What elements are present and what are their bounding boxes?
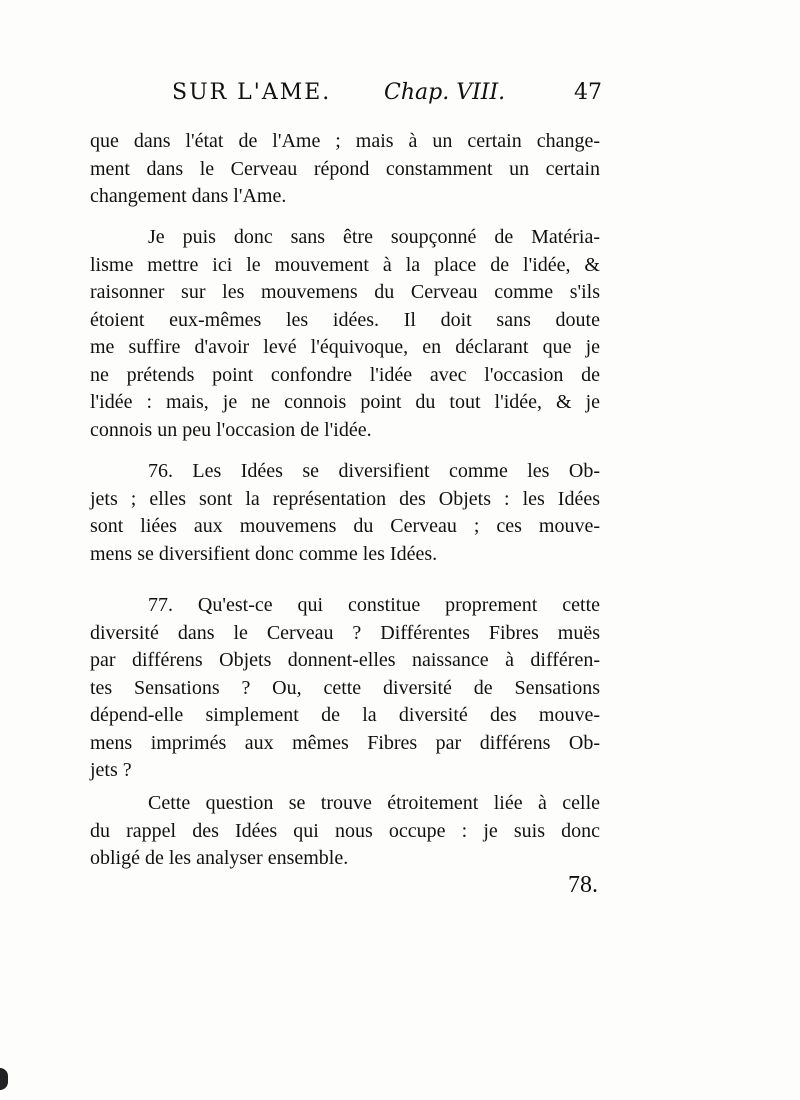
text-line: dépend-elle simplement de la diversité des mouve- [90,704,600,726]
text-line: lisme mettre ici le mouvement à la place de l'idée, & [90,253,600,276]
text-line: mens se diversifient donc comme les Idées. [90,542,438,565]
text-line: que dans l'état de l'Ame ; mais à un certain change- [90,130,600,152]
text-line: jets ? [90,759,132,781]
paragraph-materialisme [90,224,600,444]
text-line: 77. Qu'est-ce qui constitue proprement cette [148,594,600,616]
text-line: du rappel des Idées qui nous occupe : je suis donc [90,819,600,842]
text-line: étoient eux-mêmes les idées. Il doit sans doute [90,308,600,331]
header-chapter: Chap. VIII. [384,80,506,105]
paragraph-question [90,790,600,873]
text-line: tes Sensations ? Ou, cette diversité de Sensations [90,676,600,699]
text-line: changement dans l'Ame. [90,185,287,207]
text-line: obligé de les analyser ensemble. [90,847,349,869]
text-line: sont liées aux mouvemens du Cerveau ; ces mouve- [90,515,600,537]
text-line: l'idée : mais, je ne connois point du tout l'idée, & je [90,391,600,413]
text-line: Cette question se trouve étroitement liée à celle [148,792,600,814]
text-line: diversité dans le Cerveau ? Différentes Fibres muës [90,621,600,644]
catchword: 78. [568,872,598,898]
scan-edge-mark [0,1068,8,1090]
text-line: Je puis donc sans être soupçonné de Matéria- [148,226,600,248]
header-title: SUR L'AME. [172,80,332,105]
page-number: 47 [574,80,602,105]
running-header [172,80,602,116]
text-line: me suffire d'avoir levé l'équivoque, en déclarant que je [90,336,600,358]
section-76 [90,458,600,568]
text-line: mens imprimés aux mêmes Fibres par différens Ob- [90,731,600,754]
text-line: par différens Objets donnent-elles naissance à différen- [90,649,600,671]
text-line: 76. Les Idées se diversifient comme les Ob- [148,460,600,482]
text-line: raisonner sur les mouvemens du Cerveau comme s'ils [90,281,600,303]
paragraph-continuation [90,128,600,211]
text-line: connois un peu l'occasion de l'idée. [90,418,372,441]
text-line: jets ; elles sont la représentation des Objets : les Idées [90,487,600,510]
text-line: ment dans le Cerveau répond constamment un certain [90,157,600,180]
section-77 [90,592,600,785]
text-line: ne prétends point confondre l'idée avec l'occasion de [90,363,600,386]
